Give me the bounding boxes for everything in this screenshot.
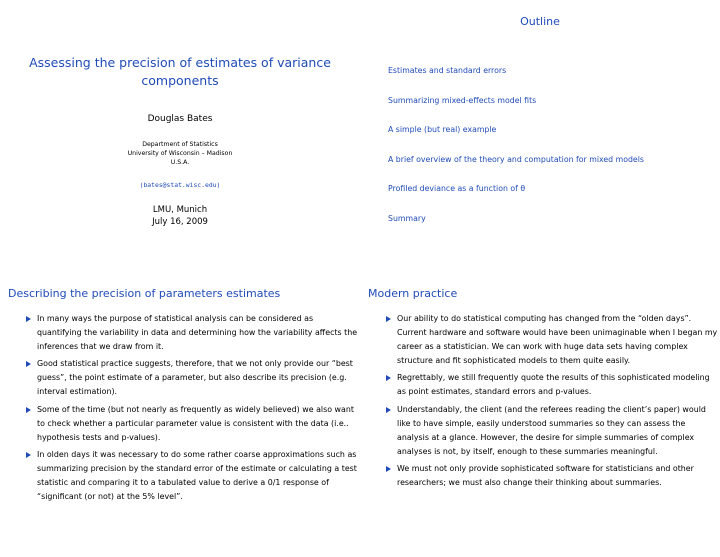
bullet-item: Some of the time (but not nearly as frequently as widely believed) we also want to check whether a particular parameter value is consistent with the data (i.e.. hypothesis tests and p-values). [37, 403, 359, 445]
bullet-item: Good statistical practice suggests, therefore, that we not only provide our “best guess”, the point estimate of a parameter, but also describe its precision (e.g. interval estimation). [37, 357, 359, 399]
outline-item[interactable]: Profiled deviance as a function of θ [388, 184, 526, 193]
conference-info [0, 204, 360, 228]
affiliation-line: Department of Statistics [142, 141, 218, 148]
outline-item[interactable]: Summary [388, 214, 426, 223]
affiliation [0, 140, 360, 167]
outline-item[interactable]: Summarizing mixed-effects model fits [388, 96, 537, 105]
outline-item[interactable]: Estimates and standard errors [388, 66, 507, 75]
conference-date: July 16, 2009 [152, 217, 208, 227]
bullet-item: In olden days it was necessary to do some rather coarse approximations such as summarizing precision by the standard error of the estimate or calculating a test statistic and comparing it to a tabulated value to derive a 0/1 response of “significant (or not) at the 5% level”. [37, 448, 359, 504]
modern-practice-slide [360, 279, 720, 557]
outline-slide [360, 0, 720, 278]
slide-title: Modern practice [368, 287, 458, 300]
bullet-item: Understandably, the client (and the referees reading the client’s paper) would like to have simple, easily understood summaries so they can assess the analysis at a glance. However, the desire for simple summaries of complex analyses is not, by itself, enough to these summaries meaningful. [397, 403, 719, 459]
bullet-list [37, 312, 359, 507]
outline-item[interactable]: A simple (but real) example [388, 125, 497, 134]
precision-slide [0, 279, 360, 557]
conference-location: LMU, Munich [152, 205, 208, 215]
outline-title: Outline [520, 15, 560, 28]
bullet-item: In many ways the purpose of statistical analysis can be considered as quantifying the variability in data and determining how the variability affects the inferences that we draw from it. [37, 312, 359, 354]
slide-title: Describing the precision of parameters estimates [8, 287, 281, 300]
bullet-item: Our ability to do statistical computing has changed from the “olden days”. Current hardware and software would have been unimaginable when I began my career as a statistician. We can work with huge data sets having complex structure and fit sophisticated models to them quite easily. [397, 312, 719, 368]
affiliation-line: University of Wisconsin – Madison [127, 150, 233, 157]
title-slide [0, 0, 360, 278]
outline-item[interactable]: A brief overview of the theory and computation for mixed models [388, 155, 644, 164]
bullet-list [397, 312, 719, 493]
presentation-title: Assessing the precision of estimates of variance components [29, 55, 331, 88]
author-email[interactable]: (bates@stat.wisc.edu) [139, 181, 221, 189]
bullet-item: Regrettably, we still frequently quote the results of this sophisticated modeling as point estimates, standard errors and p-values. [397, 371, 719, 399]
bullet-item: We must not only provide sophisticated software for statisticians and other researchers; we must also change their thinking about summaries. [397, 462, 719, 490]
affiliation-line: U.S.A. [170, 159, 190, 166]
author-name: Douglas Bates [147, 114, 213, 124]
